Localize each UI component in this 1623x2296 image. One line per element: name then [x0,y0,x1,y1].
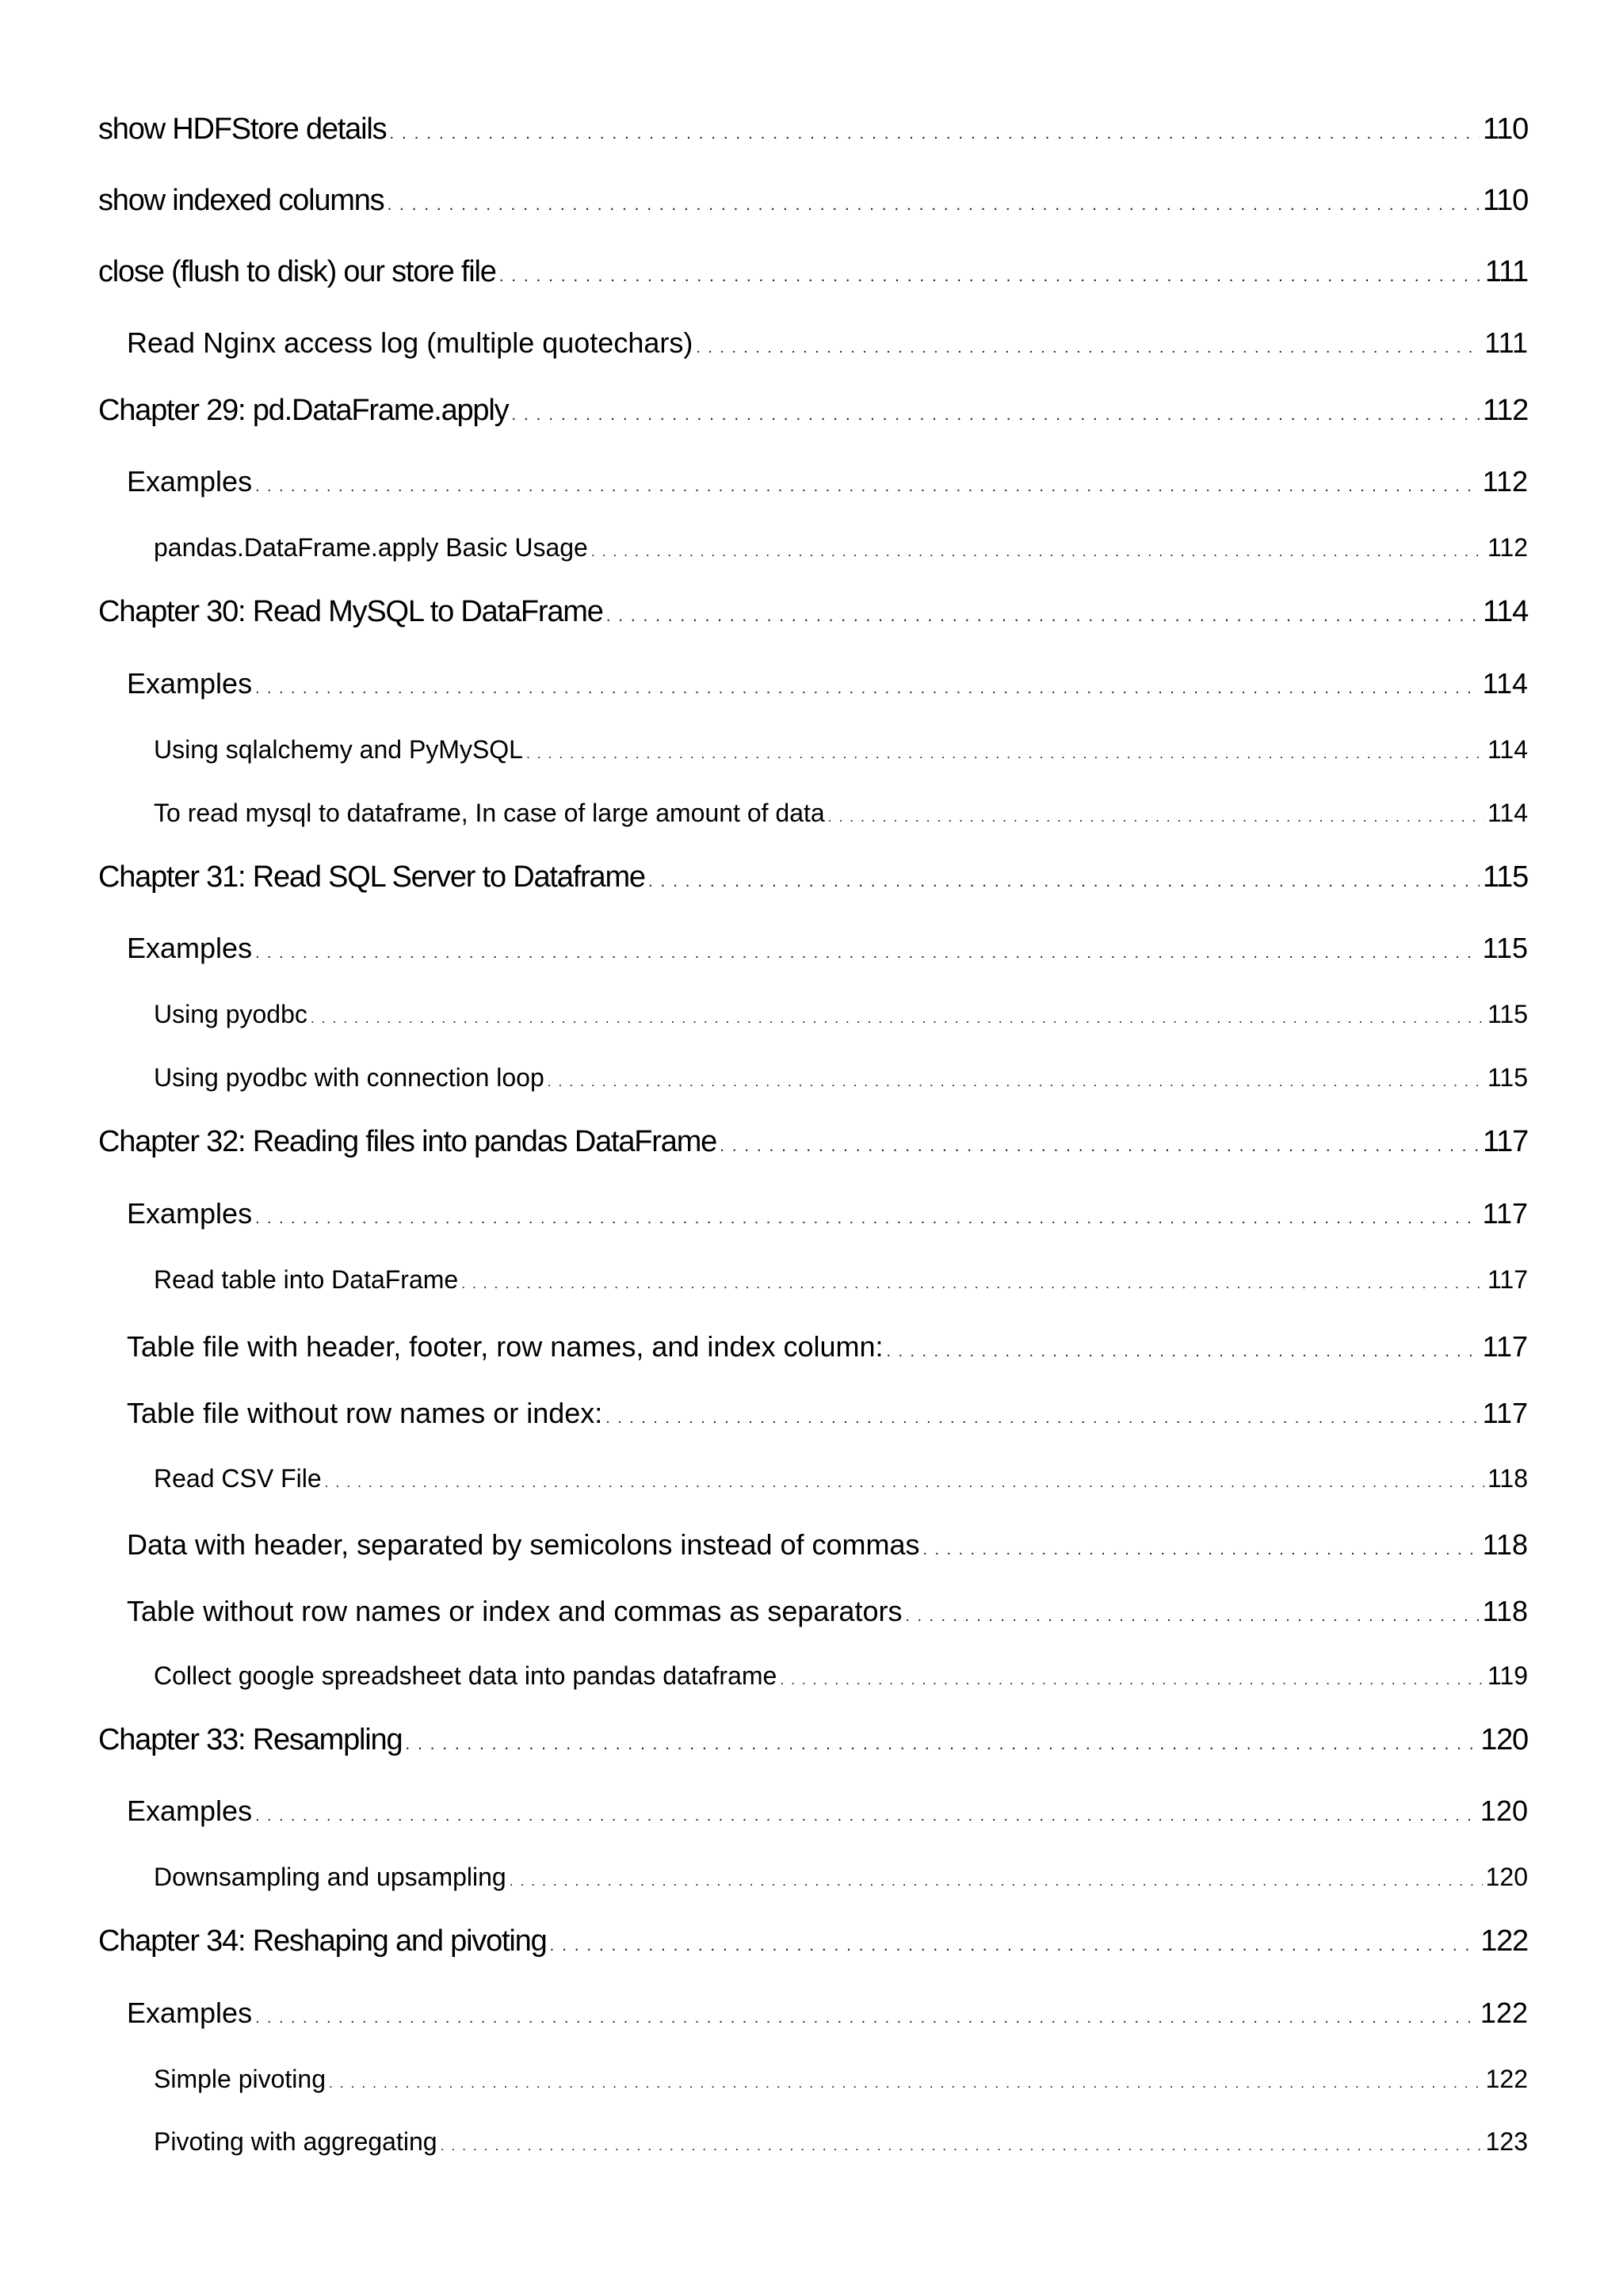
dot-leader [905,1595,1479,1628]
dot-leader [325,1464,1484,1493]
toc-entry[interactable] [154,2127,1528,2157]
toc-entry[interactable] [154,1464,1528,1493]
toc-title: Chapter 31: Read SQL Server to Dataframe [98,860,645,894]
toc-title: show indexed columns [98,184,384,217]
toc-title: Using pyodbc [154,1000,307,1028]
toc-entry[interactable] [154,1265,1528,1295]
dot-leader [828,799,1484,828]
dot-leader [405,1723,1477,1757]
toc-title: Downsampling and upsampling [154,1863,506,1891]
toc-entry[interactable] [98,113,1528,147]
dot-leader [255,932,1480,965]
dot-leader [255,1794,1477,1828]
dot-leader [648,860,1480,894]
toc-entry[interactable] [127,1794,1528,1828]
dot-leader [441,2127,1483,2157]
toc-page-number: 118 [1487,1464,1528,1493]
toc-entry[interactable] [127,667,1528,700]
dot-leader [255,1997,1477,2030]
dot-leader [696,326,1481,360]
toc-title: Examples [127,1794,253,1827]
dot-leader [605,1397,1479,1430]
toc-page-number: 119 [1487,1661,1528,1690]
toc-page-number: 117 [1482,1330,1528,1363]
toc-entry[interactable] [154,1063,1528,1093]
toc-page-number: 110 [1483,113,1528,146]
toc-page-number: 112 [1487,533,1528,562]
toc-title: Chapter 29: pd.DataFrame.apply [98,394,509,427]
toc-title: Chapter 30: Read MySQL to DataFrame [98,595,603,628]
dot-leader [329,2065,1483,2094]
dot-leader [591,533,1484,563]
toc-entry[interactable] [154,735,1528,765]
toc-title: Chapter 33: Resampling [98,1723,403,1756]
toc-title: Data with header, separated by semicolons instead of commas [127,1528,920,1561]
toc-title: Table file with header, footer, row names, and index column: [127,1330,884,1363]
toc-page-number: 122 [1480,1924,1528,1958]
toc-entry[interactable] [127,1528,1528,1562]
dot-leader [389,113,1480,147]
toc-page-number: 114 [1487,735,1528,764]
toc-title: show HDFStore details [98,113,387,146]
toc-page-number: 117 [1482,1397,1528,1429]
toc-entry[interactable] [154,1863,1528,1892]
toc-title: To read mysql to dataframe, In case of large amount of data [154,799,825,827]
toc-page-number: 120 [1480,1723,1528,1756]
toc-entry[interactable] [127,1397,1528,1430]
toc-entry[interactable] [127,465,1528,498]
toc-title: close (flush to disk) our store file [98,255,496,288]
toc-page-number: 123 [1485,2127,1528,2156]
toc-title: Collect google spreadsheet data into pandas dataframe [154,1661,777,1690]
toc-entry[interactable] [98,860,1528,894]
toc-page-number: 115 [1487,1063,1528,1092]
toc-page-number: 115 [1487,1000,1528,1028]
toc-page-number: 122 [1485,2065,1528,2093]
toc-entry[interactable] [98,1125,1528,1159]
dot-leader [255,1197,1480,1230]
toc-title: Examples [127,465,253,498]
toc-entry[interactable] [154,533,1528,563]
dot-leader [780,1661,1484,1691]
toc-title: Chapter 34: Reshaping and pivoting [98,1924,547,1958]
toc-title: Read table into DataFrame [154,1265,459,1294]
toc-title: Table file without row names or index: [127,1397,603,1429]
toc-title: Read Nginx access log (multiple quotechars) [127,326,693,359]
toc-entry[interactable] [98,394,1528,428]
toc-title: Using sqlalchemy and PyMySQL [154,735,523,764]
toc-page-number: 118 [1482,1595,1528,1627]
toc-title: Examples [127,1997,253,2029]
toc-page-number: 120 [1485,1863,1528,1891]
toc-entry[interactable] [98,595,1528,629]
dot-leader [720,1125,1480,1159]
toc-entry[interactable] [154,799,1528,828]
toc-entry[interactable] [127,1197,1528,1230]
toc-entry[interactable] [98,184,1528,218]
dot-leader [387,184,1480,218]
toc-entry[interactable] [127,932,1528,965]
toc-page-number: 114 [1482,667,1528,700]
toc-page-number: 112 [1482,465,1528,498]
toc-title: Simple pivoting [154,2065,326,2093]
toc-title: Examples [127,667,253,700]
toc-title: Pivoting with aggregating [154,2127,437,2156]
toc-title: Table without row names or index and commas as separators [127,1595,903,1627]
dot-leader [606,595,1480,629]
dot-leader [499,255,1482,289]
toc-page-number: 112 [1483,394,1528,427]
dot-leader [548,1063,1484,1093]
toc-page-number: 114 [1483,595,1528,628]
toc-page-number: 117 [1482,1197,1528,1230]
toc-entry[interactable] [127,1595,1528,1628]
toc-page-number: 111 [1484,255,1528,288]
toc-page-number: 122 [1480,1997,1528,2029]
toc-title: pandas.DataFrame.apply Basic Usage [154,533,588,562]
toc-entry[interactable] [154,1000,1528,1029]
toc-page-number: 118 [1482,1528,1528,1561]
toc-page-number: 114 [1487,799,1528,827]
toc-title: Using pyodbc with connection loop [154,1063,544,1092]
toc-title: Chapter 32: Reading files into pandas DataFrame [98,1125,717,1158]
dot-leader [255,667,1480,700]
toc-entry[interactable] [127,1997,1528,2030]
dot-leader [255,465,1480,498]
dot-leader [887,1330,1480,1363]
toc-entry[interactable] [127,326,1528,360]
toc-page-number: 117 [1487,1265,1528,1294]
toc-page-number: 120 [1480,1794,1528,1827]
dot-leader [461,1265,1484,1295]
toc-entry[interactable] [154,1661,1528,1691]
toc-page-number: 110 [1483,184,1528,217]
dot-leader [526,735,1484,765]
dot-leader [511,394,1480,428]
toc-title: Examples [127,932,253,964]
toc-page-number: 117 [1483,1125,1528,1158]
dot-leader [550,1924,1478,1958]
toc-entry[interactable] [154,2065,1528,2094]
toc-entry[interactable] [127,1330,1528,1363]
toc-title: Read CSV File [154,1464,322,1493]
toc-page-number: 115 [1483,860,1528,894]
toc-entry[interactable] [98,255,1528,289]
dot-leader [510,1863,1483,1892]
dot-leader [923,1528,1480,1562]
dot-leader [311,1000,1484,1029]
toc-page-number: 111 [1484,326,1528,359]
toc-title: Examples [127,1197,253,1230]
toc-page-number: 115 [1482,932,1528,964]
toc-entry[interactable] [98,1723,1528,1757]
toc-entry[interactable] [98,1924,1528,1958]
